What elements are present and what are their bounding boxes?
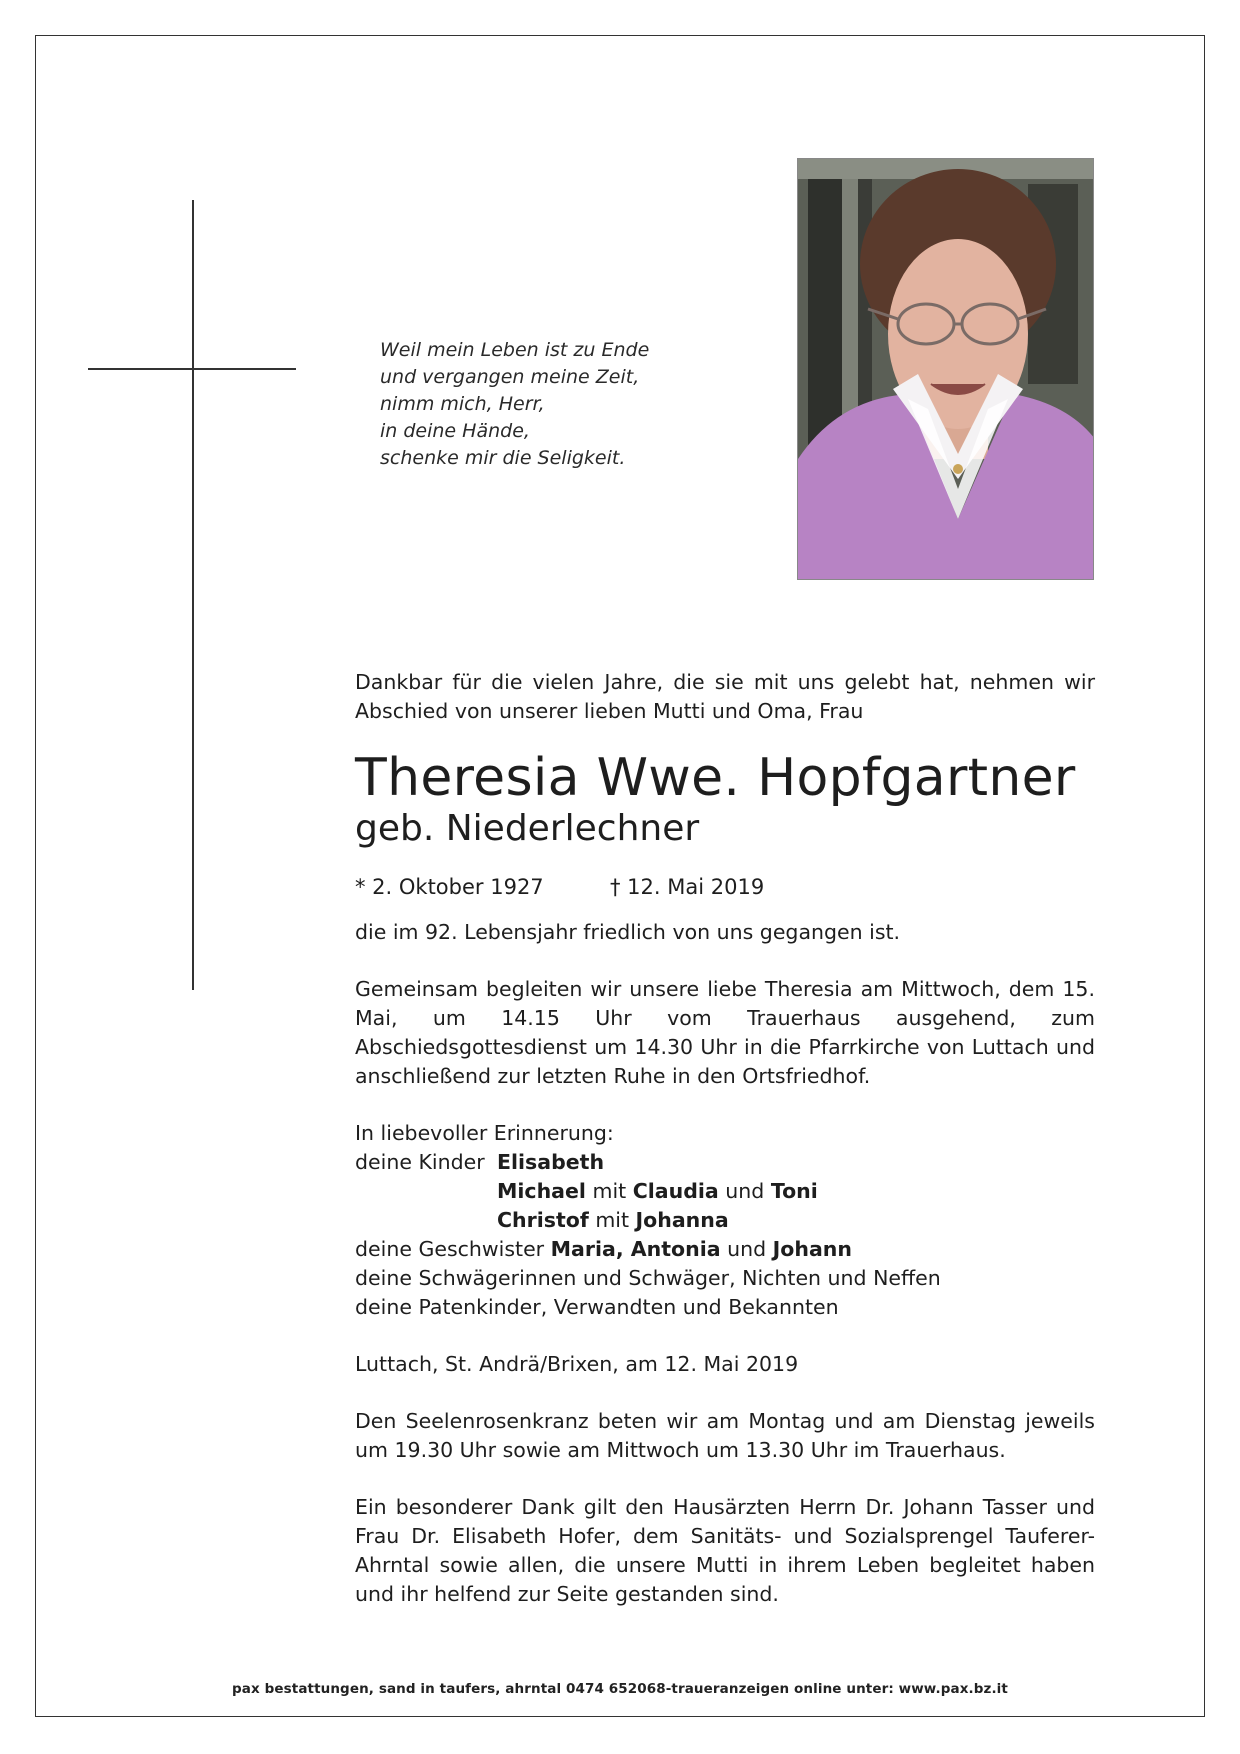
deceased-name: Theresia Wwe. Hopfgartner — [355, 748, 1076, 808]
sibling-name: Johann — [772, 1237, 852, 1261]
child-name: Christof — [497, 1208, 589, 1232]
partner-name: Claudia — [632, 1179, 719, 1203]
connector-text: mit — [595, 1208, 630, 1232]
death-date: † 12. Mai 2019 — [610, 875, 765, 899]
thanks-text: Ein besonderer Dank gilt den Hausärzten Herrn Dr. Johann Tasser und Frau Dr. Elisabeth Hofer, dem Sanitäts- und Sozialsprengel Tauferer-Ahrntal sowie allen, die unsere Mutti in ihrem Leben begleitet haben und ihr helfend zur Seite gestanden sind. — [355, 1495, 1095, 1606]
others-line: deine Patenkinder, Verwandten und Bekannten — [355, 1295, 839, 1319]
inlaws-line: deine Schwägerinnen und Schwäger, Nichten und Neffen — [355, 1266, 941, 1290]
verse-line: Weil mein Leben ist zu Ende — [380, 339, 650, 361]
birth-date: * 2. Oktober 1927 — [355, 875, 544, 899]
mourners-heading: In liebevoller Erinnerung: — [355, 1121, 614, 1145]
verse-line: in deine Hände, — [380, 420, 530, 442]
children-label: deine Kinder — [355, 1150, 485, 1174]
place-date: Luttach, St. Andrä/Brixen, am 12. Mai 2019 — [355, 1352, 799, 1376]
child-name: Elisabeth — [497, 1150, 605, 1174]
connector-text: und — [727, 1237, 767, 1261]
mourners-list — [355, 1119, 1095, 1322]
portrait-photo — [797, 158, 1094, 580]
cross-icon-horizontal — [88, 368, 296, 370]
verse-line: nimm mich, Herr, — [380, 393, 545, 415]
siblings-label: deine Geschwister — [355, 1237, 545, 1261]
intro-text: Dankbar für die vielen Jahre, die sie mit uns gelebt hat, nehmen wir Abschied von unserer lieben Mutti und Oma, Frau — [355, 670, 1095, 723]
rosary-text: Den Seelenrosenkranz beten wir am Montag und am Dienstag jeweils um 19.30 Uhr sowie am Mittwoch um 13.30 Uhr im Trauerhaus. — [355, 1409, 1095, 1462]
verse-line: schenke mir die Seligkeit. — [380, 447, 626, 469]
connector-text: mit — [592, 1179, 627, 1203]
partner-name: Johanna — [635, 1208, 729, 1232]
obituary-body — [355, 668, 1095, 1609]
verse-line: und vergangen meine Zeit, — [380, 366, 640, 388]
siblings-names: Maria, Antonia — [550, 1237, 721, 1261]
maiden-name: geb. Niederlechner — [355, 808, 700, 849]
funeral-text: Gemeinsam begleiten wir unsere liebe Theresia am Mittwoch, dem 15. Mai, um 14.15 Uhr vom Trauerhaus ausgehend, zum Abschiedsgottesdienst um 14.30 Uhr in die Pfarrkirche von Luttach und anschließend zur letzten Ruhe in den Ortsfriedhof. — [355, 977, 1095, 1088]
grandchild-name: Toni — [770, 1179, 818, 1203]
cross-icon-vertical — [192, 200, 194, 990]
child-name: Michael — [497, 1179, 586, 1203]
memorial-verse — [380, 337, 740, 472]
age-line: die im 92. Lebensjahr friedlich von uns gegangen ist. — [355, 920, 901, 944]
life-dates — [355, 872, 1095, 902]
connector-text: und — [725, 1179, 765, 1203]
funeral-home-footer: pax bestattungen, sand in taufers, ahrntal 0474 652068-traueranzeigen online unter: www.pax.bz.it — [232, 1681, 1008, 1697]
